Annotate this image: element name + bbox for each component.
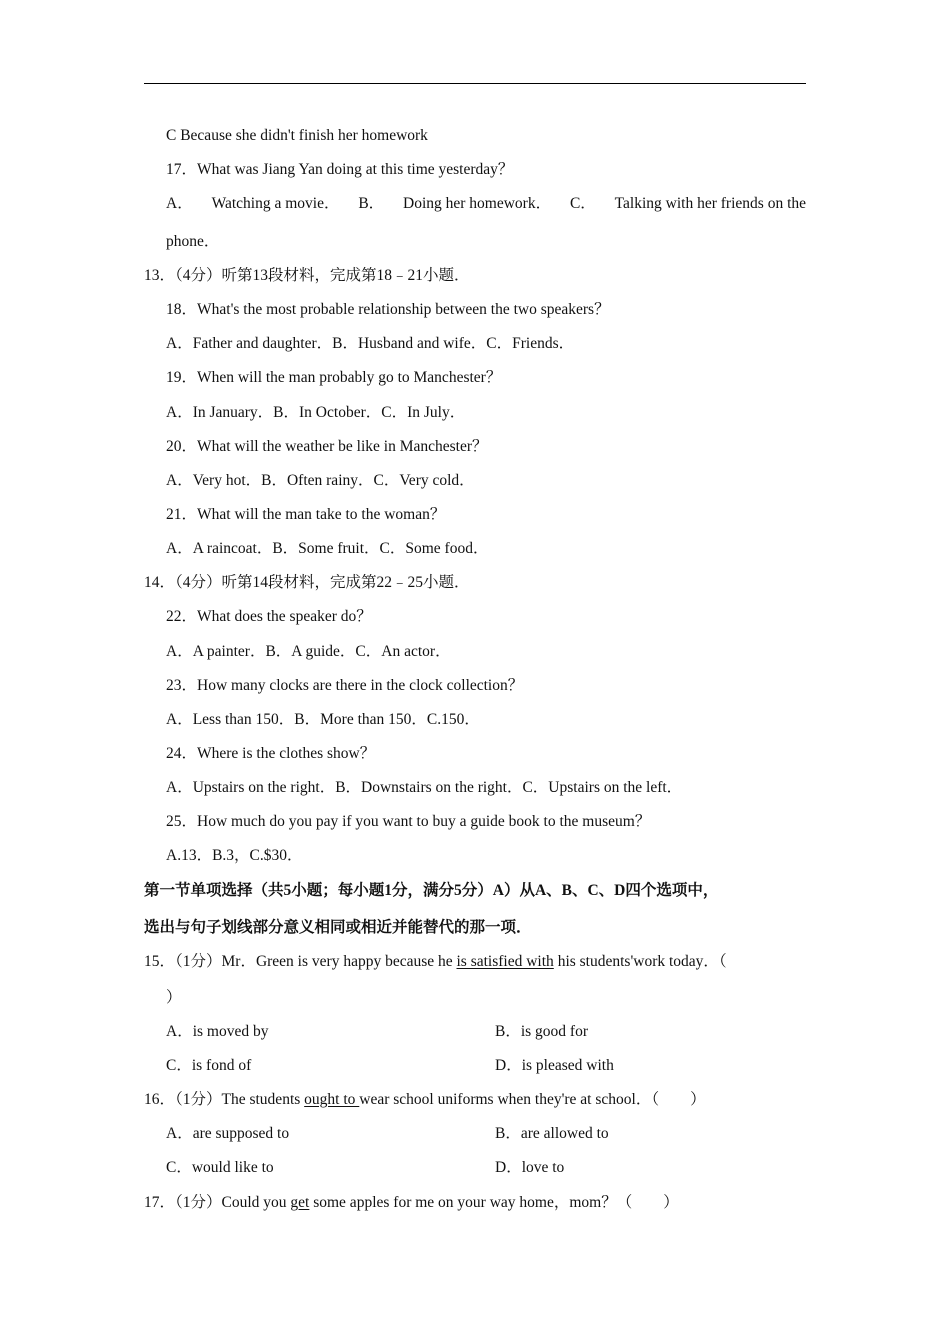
question-16-option-c: C．would like to [166,1159,274,1176]
option-b-label: B． [358,195,385,212]
question-18: 18．What's the most probable relationship between the two speakers？ [166,301,610,318]
question-15-option-c: C．is fond of [166,1057,252,1074]
question-17-stem: 17．（1分）Could you [144,1194,291,1211]
question-17-listening: 17．What was Jiang Yan doing at this time yesterday？ [166,161,514,178]
question-22: 22．What does the speaker do？ [166,608,372,625]
question-24: 24．Where is the clothes show？ [166,745,376,762]
option-a-text: Watching a movie． [211,195,340,212]
question-15-underlined: is satisfied with [456,953,554,970]
question-20-options: A．Very hot．B．Often rainy．C．Very cold． [166,472,475,489]
question-15-option-a: A．is moved by [166,1023,269,1040]
answer-option-line: C Because she didn't finish her homework [166,127,428,144]
question-16-option-a: A．are supposed to [166,1125,290,1142]
section-13-heading: 13．（4分）听第13段材料，完成第18﹣21小题． [144,267,470,284]
question-23-options: A．Less than 150．B．More than 150．C.150． [166,711,480,728]
question-15-stem: 15．（1分）Mr．Green is very happy because he [144,953,457,970]
question-17-stem-end: some apples for me on your way home，mom？（ ） [309,1194,679,1211]
section-instructions: 第一节单项选择（共5小题；每小题1分，满分5分）A）从A、B、C、D四个选项中， [144,882,719,899]
question-15-option-b: B．is good for [495,1023,589,1040]
question-21: 21．What will the man take to the woman？ [166,506,446,523]
option-c-label: C． [569,195,596,212]
question-17-options-continued: phone． [166,233,220,250]
question-23: 23．How many clocks are there in the clock collection？ [166,677,524,694]
question-16-stem: 16．（1分）The students [144,1091,305,1108]
question-17-options [166,194,806,214]
question-15-option-d: D．is pleased with [495,1057,614,1074]
question-15-bracket-close: ） [166,989,182,1006]
question-20: 20．What will the weather be like in Manchester？ [166,438,488,455]
option-a-label: A． [166,195,193,212]
question-19: 19．When will the man probably go to Manchester？ [166,369,502,386]
header-rule [144,83,806,84]
question-17-underlined: get [290,1194,310,1211]
question-16-option-b: B．are allowed to [495,1125,609,1142]
question-15 [144,952,727,972]
question-16-option-d: D．love to [495,1159,565,1176]
question-18-options: A．Father and daughter．B．Husband and wife．C．Friends． [166,335,575,352]
question-22-options: A．A painter．B．A guide．C．An actor． [166,643,451,660]
option-b-text: Doing her homework． [403,195,552,212]
question-24-options: A．Upstairs on the right．B．Downstairs on the right．C．Upstairs on the left． [166,779,683,796]
question-16-stem-end: wear school uniforms when they're at school．（ ） [359,1091,706,1108]
question-17 [144,1193,679,1213]
section-14-heading: 14．（4分）听第14段材料，完成第22﹣25小题． [144,574,470,591]
option-c-text: Talking with her friends on the [614,195,806,212]
question-16 [144,1090,706,1110]
question-21-options: A．A raincoat．B．Some fruit．C．Some food． [166,540,489,557]
question-25-options: A.13．B.3，C.$30． [166,847,303,864]
section-instructions-continued: 选出与句子划线部分意义相同或相近并能替代的那一项． [144,919,532,936]
question-25: 25．How much do you pay if you want to buy a guide book to the museum？ [166,813,651,830]
question-16-underlined: ought to [304,1091,360,1108]
question-15-stem-end: his students'work today．（ [553,953,727,970]
question-19-options: A．In January．B．In October．C．In July． [166,404,466,421]
